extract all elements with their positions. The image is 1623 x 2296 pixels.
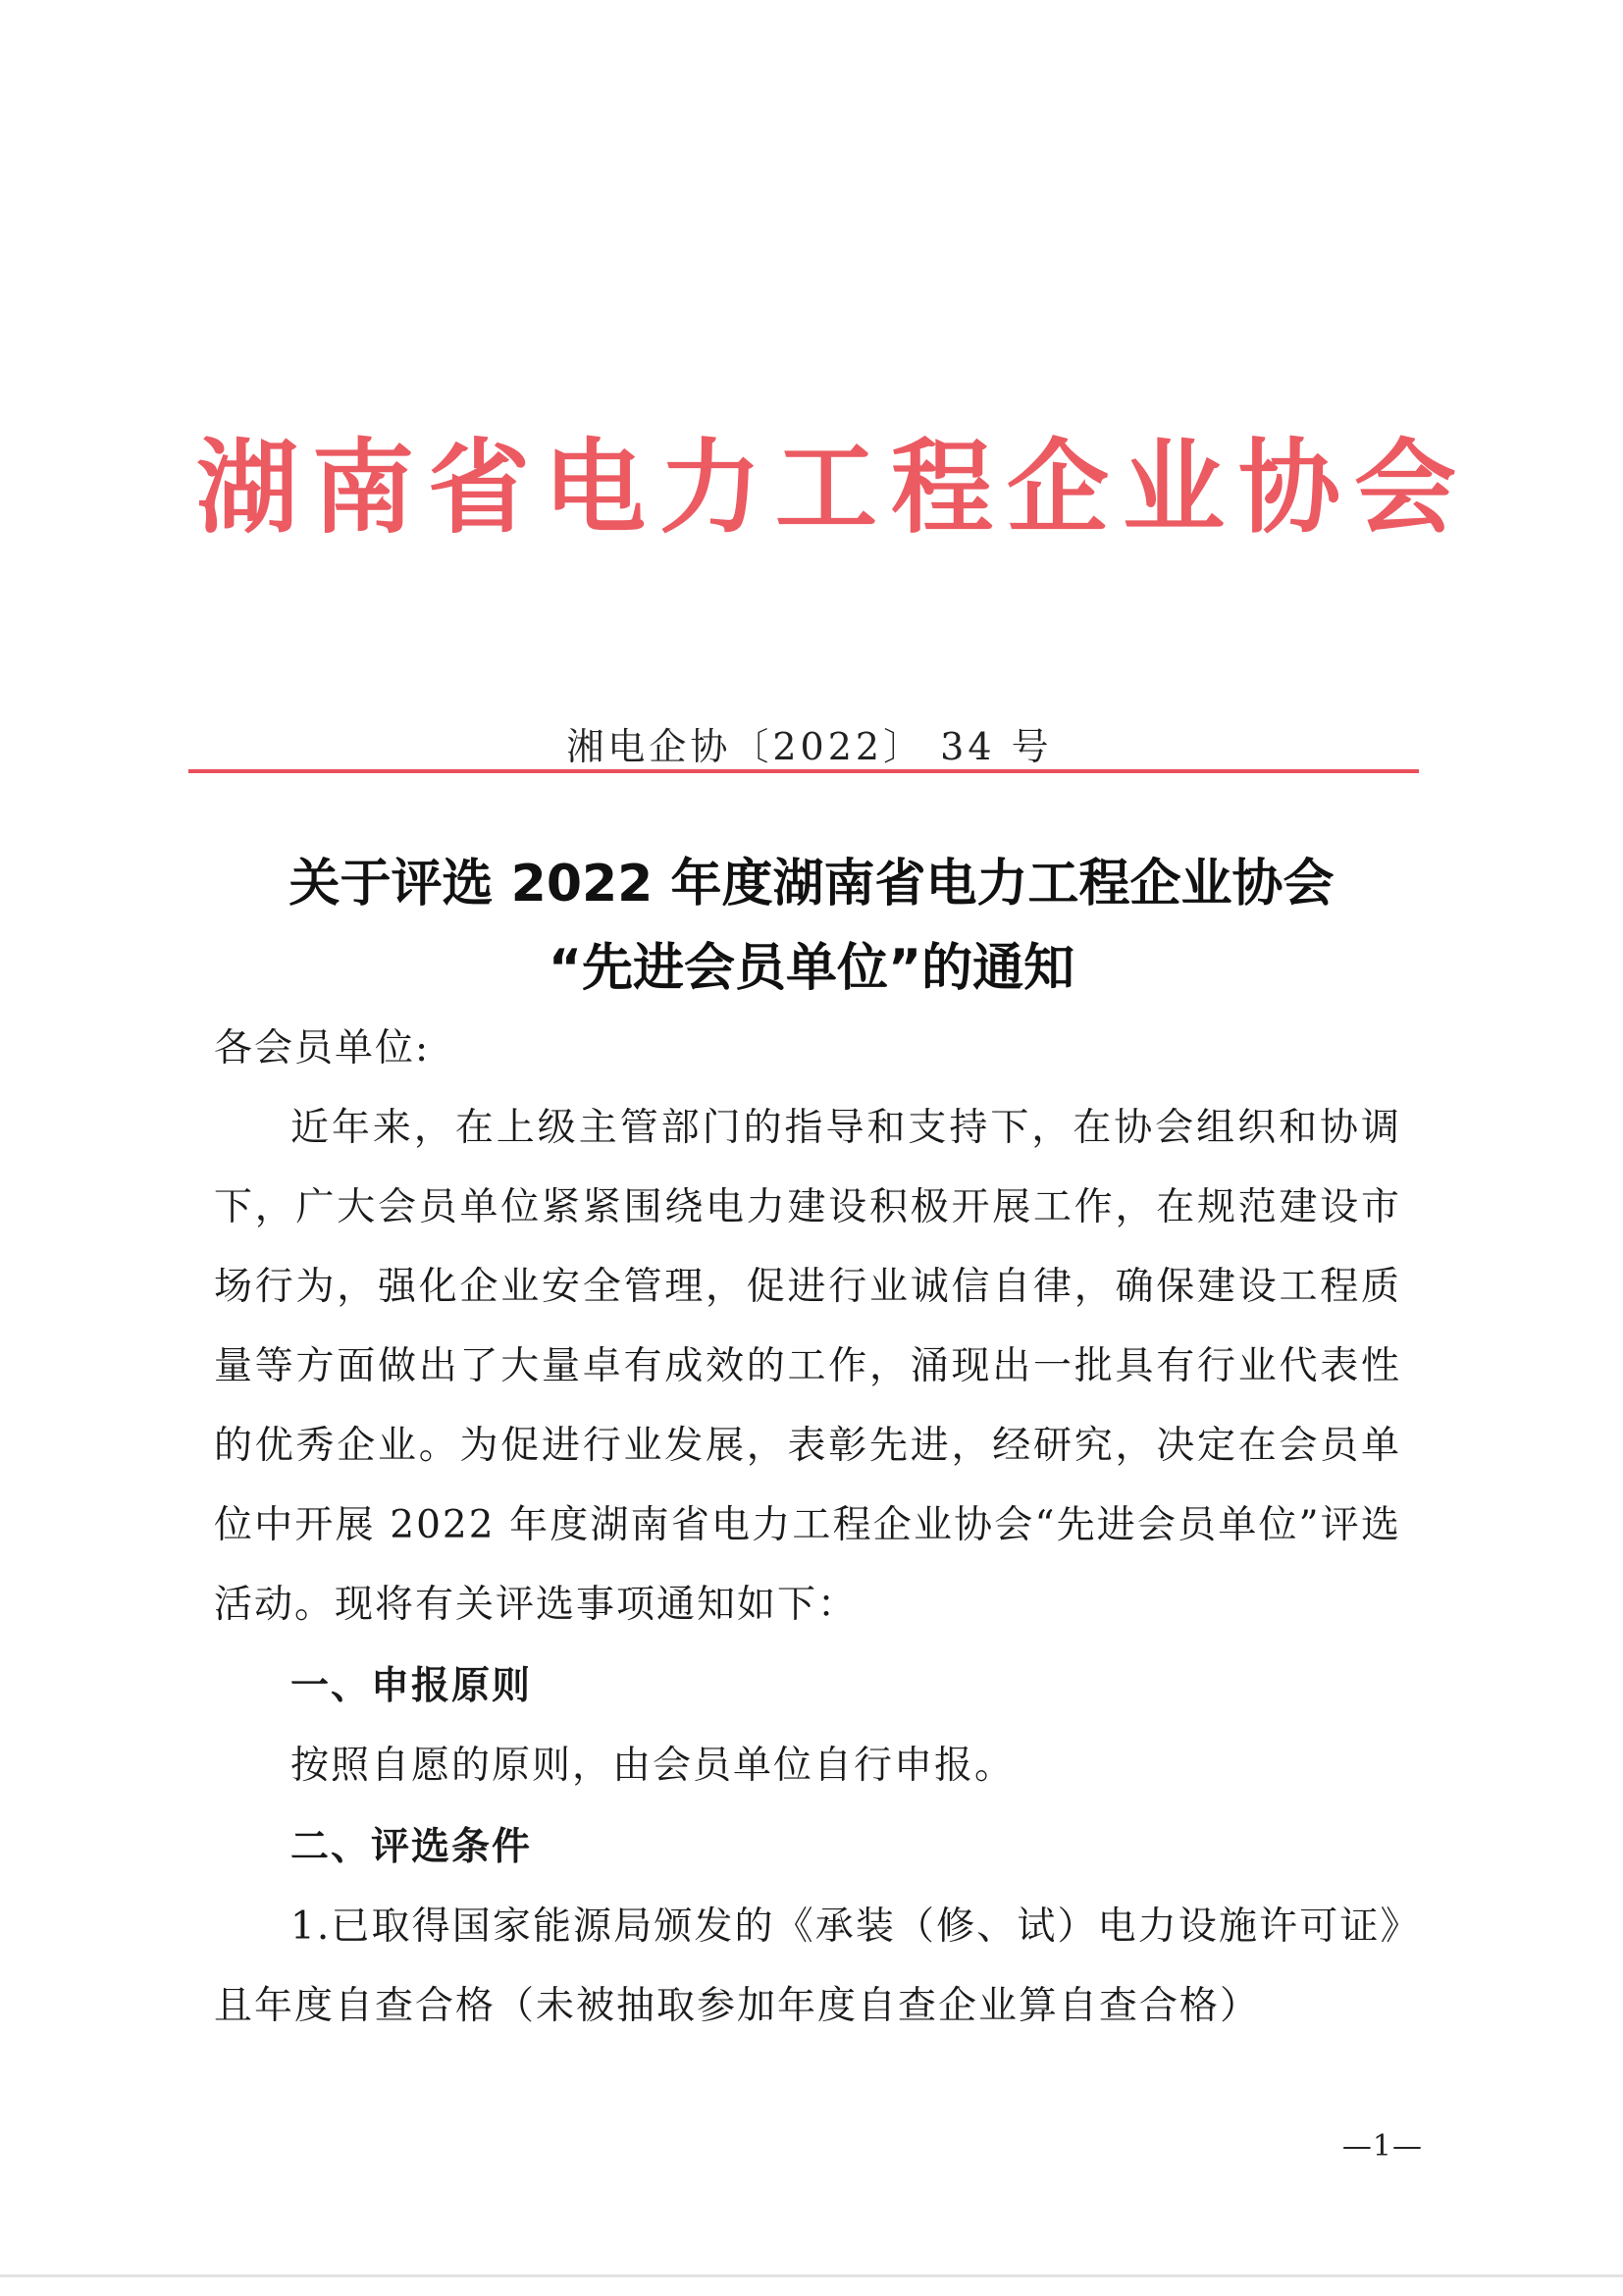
document-title-line-2: “先进会员单位”的通知 [548, 939, 1075, 998]
red-divider-line [188, 769, 1419, 773]
page-number: —1— [1341, 2129, 1423, 2164]
organization-letterhead: 湖南省电力工程企业协会 [196, 428, 1471, 548]
section-2-item-1: 1.已取得国家能源局颁发的《承装（修、试）电力设施许可证》且年度自查合格（未被抽取参加年度自查企业算自查合格） [214, 1905, 1401, 2028]
document-number: 湘电企协〔2022〕 34 号 [566, 725, 1053, 768]
intro-paragraph: 近年来，在上级主管部门的指导和支持下，在协会组织和协调下，广大会员单位紧紧围绕电力建设积极开展工作，在规范建设市场行为，强化企业安全管理，促进行业诚信自律，确保建设工程质量等方面做出了大量卓有成效的工作，涌现出一批具有行业代表性的优秀企业。为促进行业发展，表彰先进，经研究，决定在会员单位中开展 2022 年度湖南省电力工程企业协会“先进会员单位”评选活动。现将有关评选事项通知如下： [214, 1106, 1401, 1627]
section-heading-2: 二、评选条件 [290, 1825, 533, 1869]
document-title [147, 842, 1476, 1011]
document-title-line-1: 关于评选 2022 年度湖南省电力工程企业协会 [288, 855, 1335, 913]
salutation: 各会员单位: [214, 1026, 431, 1070]
section-1-paragraph: 按照自愿的原则，由会员单位自行申报。 [290, 1744, 1016, 1788]
page-bottom-edge [0, 2274, 1623, 2277]
section-heading-1: 一、申报原则 [290, 1664, 533, 1708]
document-body [214, 1009, 1401, 2046]
